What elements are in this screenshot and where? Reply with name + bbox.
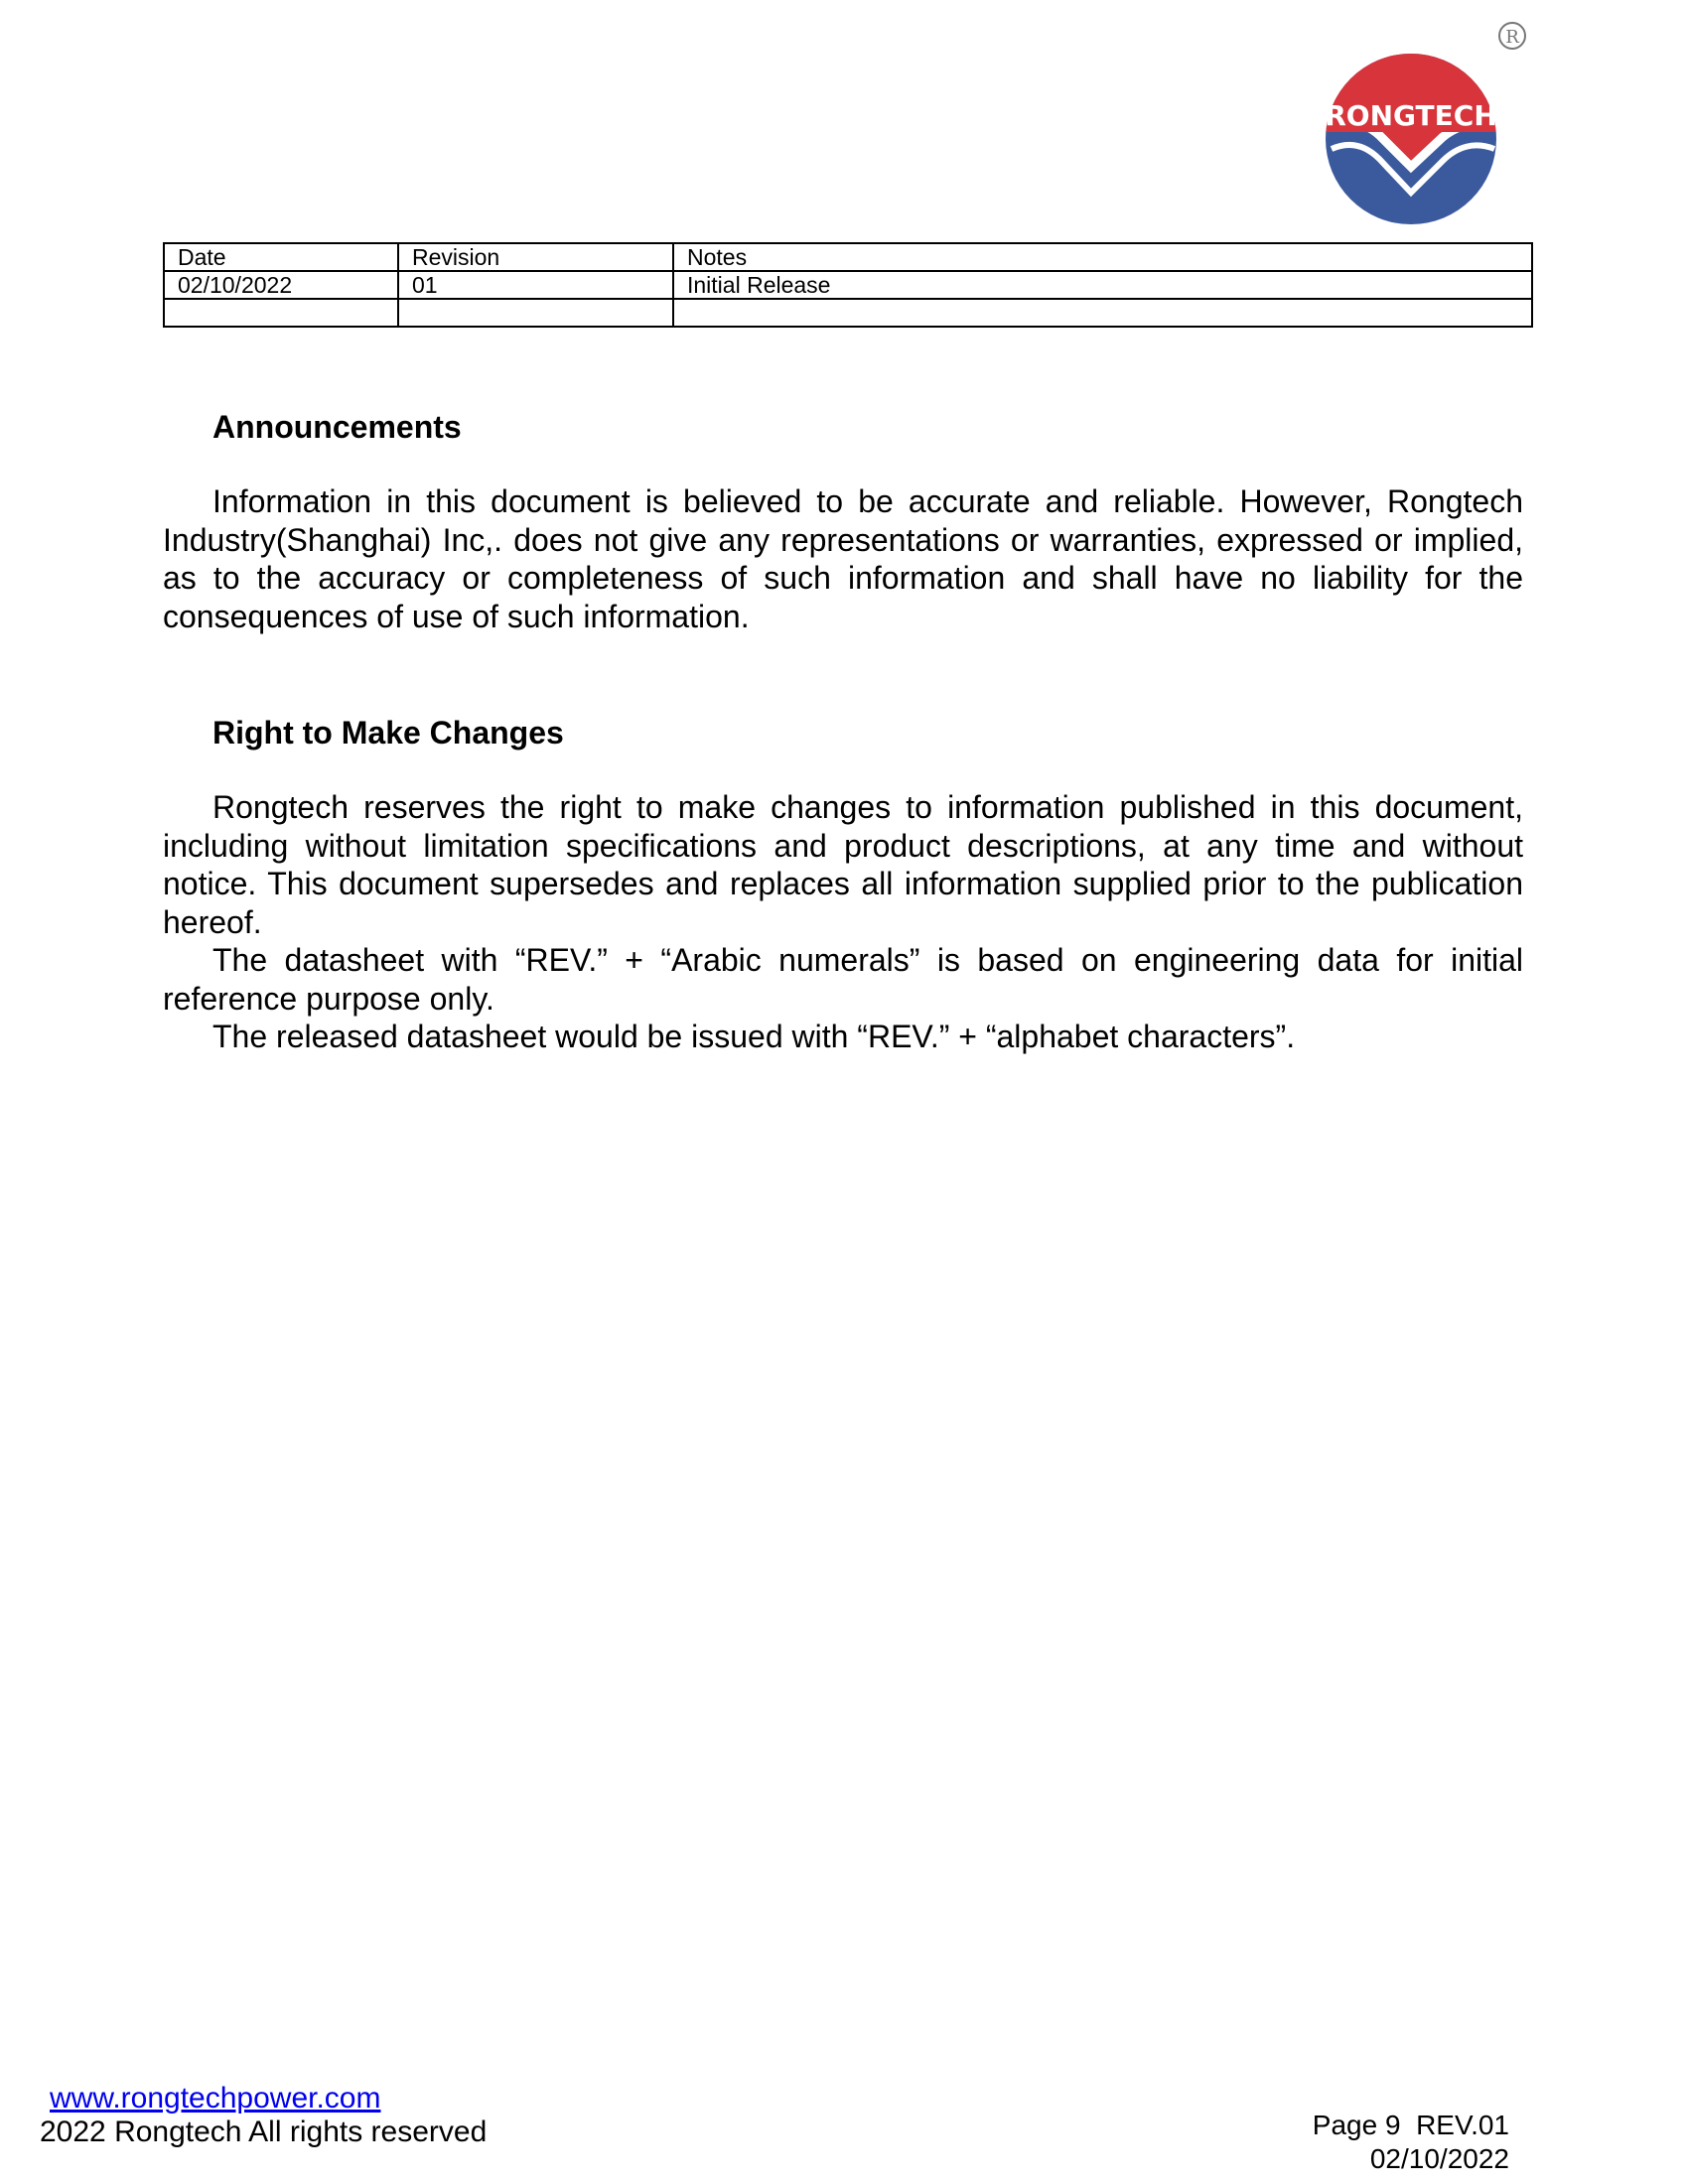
footer-date: 02/10/2022 — [1369, 2143, 1509, 2174]
rongtech-logo — [1316, 18, 1529, 226]
logo-wordmark: RONGTECH — [1325, 99, 1497, 132]
cell-notes: Initial Release — [673, 271, 1532, 299]
revision-table — [163, 242, 1533, 328]
header-revision: Revision — [398, 243, 673, 271]
cell-date — [164, 299, 398, 327]
changes-heading: Right to Make Changes — [212, 715, 564, 751]
changes-paragraph: The datasheet with “REV.” + “Arabic numerals” is based on engineering data for initial reference purpose only. — [163, 942, 1523, 1017]
header-notes: Notes — [673, 243, 1532, 271]
page-number: Page 9 REV.01 — [1312, 2110, 1509, 2140]
table-header-row — [164, 243, 1532, 271]
changes-paragraph: Rongtech reserves the right to make changes to information published in this document, including without limitation specifications and product descriptions, at any time and without notice. This document supersedes and replaces all information supplied prior to the publication hereof. — [163, 789, 1523, 940]
announcements-heading: Announcements — [212, 409, 462, 445]
announcements-body: Information in this document is believed to be accurate and reliable. However, Rongtech Industry(Shanghai) Inc,. does not give any representations or warranties, expressed or implied, as to the accuracy or completeness of such information and shall have no liability for the consequences of use of such information. — [163, 483, 1523, 634]
footer-left — [40, 2082, 487, 2149]
header-date: Date — [164, 243, 398, 271]
changes-section — [163, 713, 1523, 1056]
footer-right — [1313, 2109, 1509, 2176]
table-row — [164, 299, 1532, 327]
changes-paragraph: The released datasheet would be issued with “REV.” + “alphabet characters”. — [212, 1019, 1296, 1054]
website-link[interactable]: www.rongtechpower.com — [50, 2082, 381, 2115]
cell-notes — [673, 299, 1532, 327]
registered-mark: R — [1505, 27, 1519, 48]
table-row — [164, 271, 1532, 299]
copyright-text: 2022 Rongtech All rights reserved — [40, 2116, 488, 2148]
cell-revision: 01 — [398, 271, 673, 299]
announcements-section — [163, 407, 1523, 635]
cell-date: 02/10/2022 — [164, 271, 398, 299]
cell-revision — [398, 299, 673, 327]
